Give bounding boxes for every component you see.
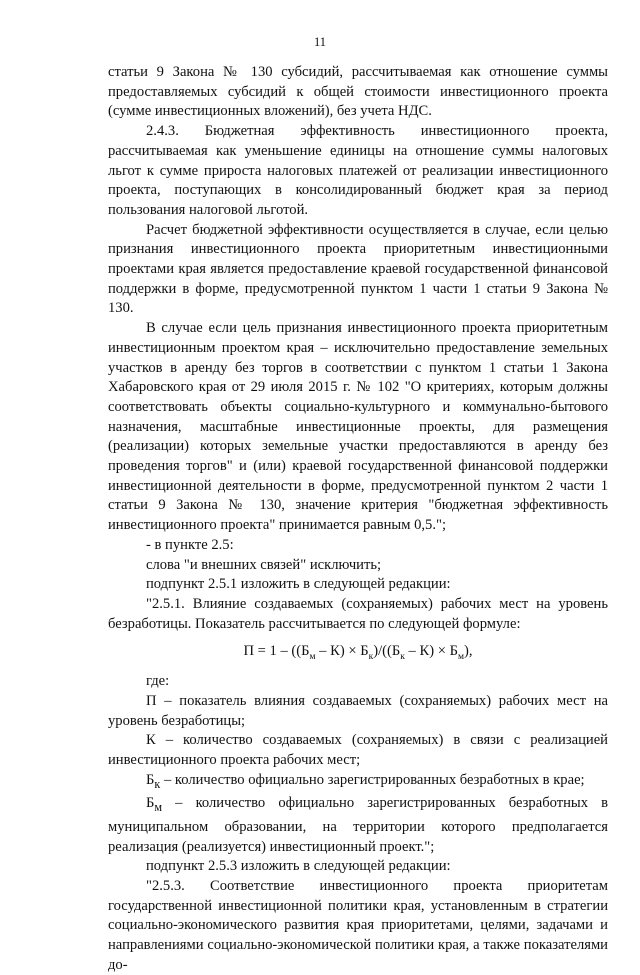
paragraph-1: статьи 9 Закона № 130 субсидий, рассчитываемая как отношение суммы предоставляемых субсидий к общей стоимости инвестиционного проекта (сумме инвестиционных вложений), без учета НДС. [108, 64, 608, 120]
formula-sub: к [368, 652, 374, 663]
formula-part: )/((Б [373, 643, 401, 660]
definition-p: П – показатель влияния создаваемых (сохраняемых) рабочих мест на уровень безработицы; [108, 692, 608, 729]
symbol-sub: м [154, 800, 163, 815]
paragraph-5: - в пункте 2.5: [146, 536, 234, 553]
formula [108, 642, 608, 662]
formula-part: П = 1 – ((Б [243, 643, 310, 660]
paragraph-4: В случае если цель признания инвестиционного проекта приоритетным инвестиционным проектом края – исключительно предоставление земельных участков в аренду без торгов в соответствии с пунктом 1 статьи 1 Закона Хабаровского края от 29 июля 2015 г. № 102 "О критериях, которым должны соответствовать объекты социально-культурного и коммунально-бытового назначения, масштабные инвестиционные проекты, для размещения (реализации) которых земельные участки предоставляются в аренду без проведения торгов" и (или) краевой государственной финансовой поддержки инвестиционной деятельности в форме, предусмотренной пунктом 2 части 1 статьи 9 Закона № 130, значение критерия "бюджетная эффективность инвестиционного проекта" принимается равным 0,5."; [108, 320, 608, 534]
symbol: Б [146, 795, 155, 812]
formula-sub: к [400, 652, 405, 663]
definition-bm [108, 794, 608, 857]
definition-bk [108, 771, 608, 795]
paragraph-where: где: [146, 673, 170, 690]
definition-text: – количество официально зарегистрированных безработных в крае; [160, 771, 585, 788]
definition-k: К – количество создаваемых (сохраняемых) в связи с реализацией инвестиционного проекта рабочих мест; [108, 732, 608, 768]
formula-part: ), [464, 643, 473, 660]
paragraph-253-text: "2.5.3. Соответствие инвестиционного проекта приоритетам государственной инвестиционной политики края, установленным в стратегии социально-экономического развития края приоритетами, целями, задачами и направлениями социально-экономической политики края, а также показателями до- [108, 877, 608, 973]
page-number: 11 [313, 35, 327, 49]
symbol-sub: к [154, 776, 161, 791]
symbol: Б [146, 771, 155, 788]
paragraph-3: Расчет бюджетной эффективности осуществляется в случае, если целью признания инвестиционного проекта приоритетным инвестиционными проектами края является предоставление краевой государственной финансовой поддержки в форме, предусмотренной пунктом 1 части 1 статьи 9 Закона № 130. [108, 221, 608, 317]
formula-part: – К) × Б [404, 643, 459, 660]
formula-sub: м [458, 652, 465, 663]
paragraph-7: подпункт 2.5.1 изложить в следующей редакции: [146, 576, 451, 593]
formula-sub: м [309, 652, 316, 663]
formula-part: – К) × Б [315, 643, 369, 660]
definition-text: – количество официально зарегистрированных безработных в муниципальном образовании, на территории которого предполагается реализация (реализуется) инвестиционный проект."; [108, 795, 608, 855]
paragraph-2: 2.4.3. Бюджетная эффективность инвестиционного проекта, рассчитываемая как уменьшение единицы на отношение суммы налоговых льгот к сумме прироста налоговых платежей от реализации инвестиционного проекта, поступающих в консолидированный бюджет края за период пользования налоговой льготой. [108, 123, 608, 218]
paragraph-6: слова "и внешних связей" исключить; [146, 556, 382, 573]
document-body [108, 63, 608, 975]
paragraph-subpoint-253: подпункт 2.5.3 изложить в следующей редакции: [146, 858, 451, 875]
paragraph-8: "2.5.1. Влияние создаваемых (сохраняемых) рабочих мест на уровень безработицы. Показатель рассчитывается по следующей формуле: [108, 595, 608, 632]
